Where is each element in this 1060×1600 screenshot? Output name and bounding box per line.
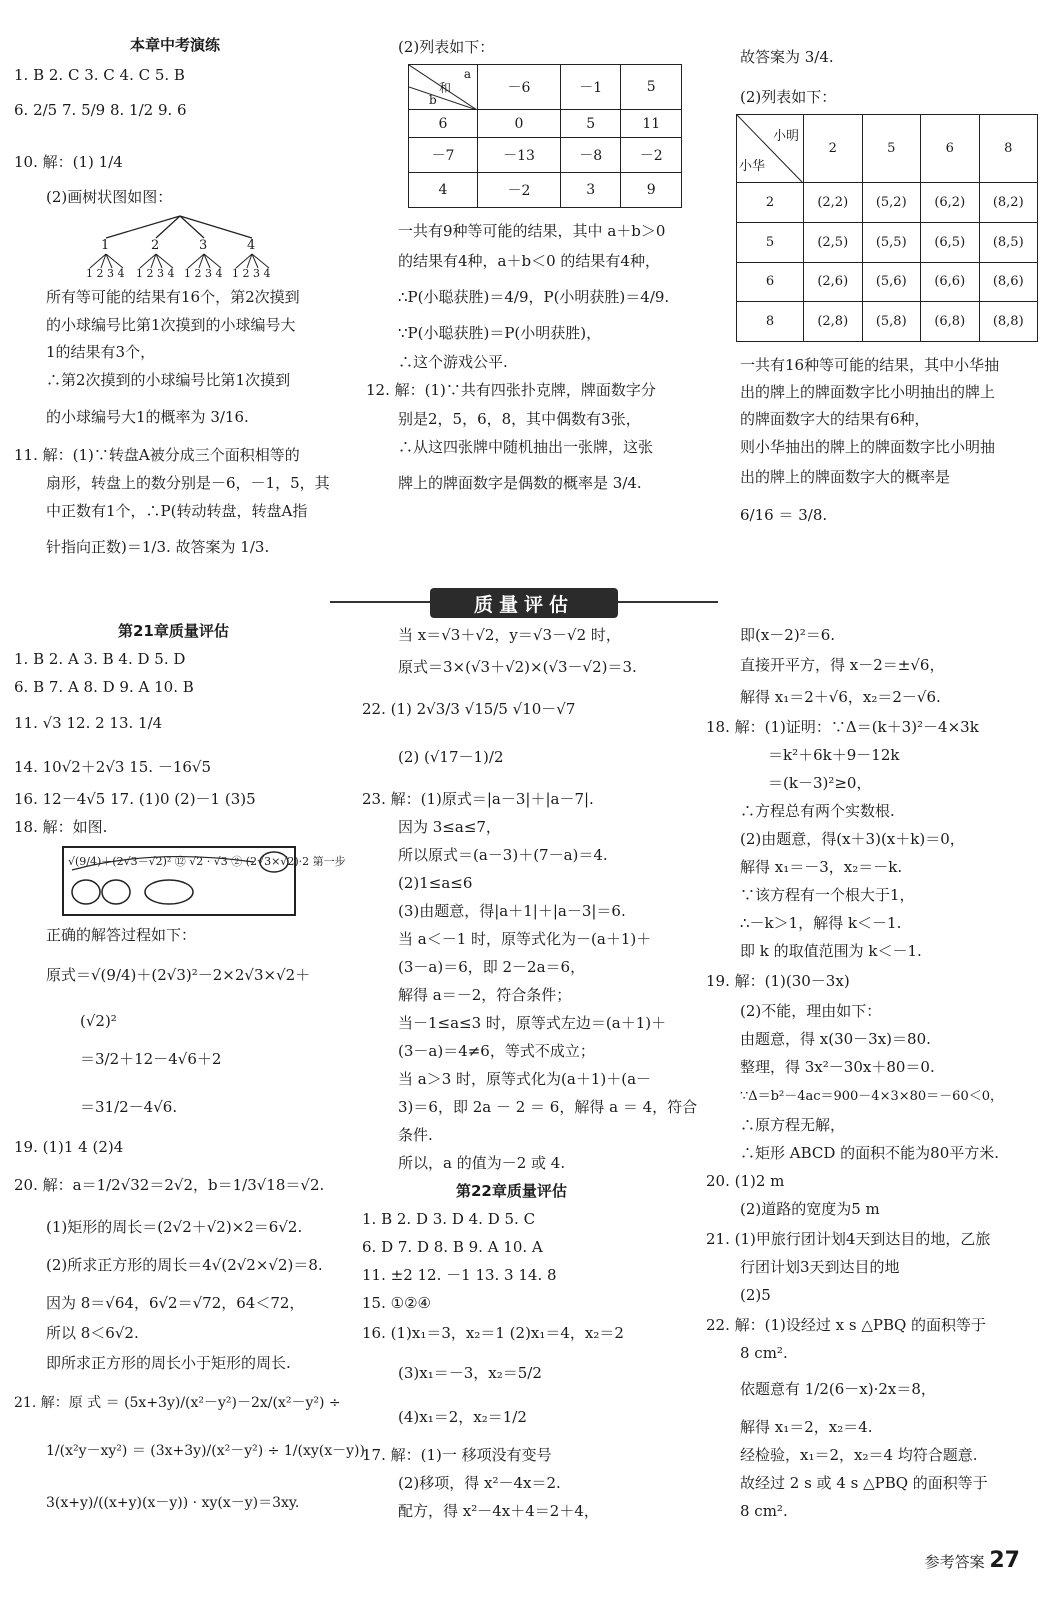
table-cell: 6 bbox=[737, 262, 804, 302]
answer-line: 一共有9种等可能的结果，其中 a＋b＞0 bbox=[398, 222, 666, 240]
table-cell: (8,8) bbox=[979, 302, 1038, 342]
tree-leaf: 1 2 3 4 bbox=[136, 267, 175, 280]
table-header-cell: 6 bbox=[921, 115, 980, 183]
tree-node: 3 bbox=[199, 238, 208, 253]
answer-line: ＝3/2＋12－4√6＋2 bbox=[80, 1050, 222, 1068]
answer-line: 当 x＝√3＋√2，y＝√3－√2 时， bbox=[398, 626, 621, 644]
answer-line: 3)＝6，即 2a － 2 ＝ 6，解得 a ＝ 4，符合 bbox=[398, 1098, 698, 1116]
answer-line: 1的结果有3个， bbox=[46, 343, 156, 361]
answer-line: ∴原方程无解， bbox=[740, 1116, 846, 1134]
tree-node: 4 bbox=[247, 238, 256, 253]
answer-line: 即所求正方形的周长小于矩形的周长. bbox=[46, 1354, 291, 1372]
section-title-practice: 本章中考演练 bbox=[130, 36, 221, 54]
answer-line: ∵该方程有一个根大于1， bbox=[740, 886, 915, 904]
answer-line: 因为 8＝√64，6√2＝√72，64＜72， bbox=[46, 1294, 305, 1312]
table-cell: －8 bbox=[561, 138, 621, 173]
table-cell: 8 bbox=[737, 302, 804, 342]
answer-line: 18. 解：(1)证明：∵Δ＝(k＋3)²－4×3k bbox=[706, 718, 979, 736]
answer-line: (1)矩形的周长＝(2√2＋√2)×2＝6√2. bbox=[46, 1218, 303, 1236]
answer-line: 16. (1)x₁＝3，x₂＝1 (2)x₁＝4，x₂＝2 bbox=[362, 1324, 624, 1342]
table-cell: 6 bbox=[409, 110, 478, 138]
error-figure-box: √(9/4)＋(2√3－√2)² ⑫ √2 · √3 ② (2√3×√2)·2 第一步 bbox=[62, 846, 296, 916]
answer-line: 3(x+y)/((x+y)(x－y)) · xy(x－y)＝3xy. bbox=[46, 1495, 300, 1511]
answer-line: 由题意，得 x(30－3x)＝80. bbox=[740, 1030, 931, 1048]
answer-line: (2)不能，理由如下： bbox=[740, 1002, 882, 1020]
answer-line: (4)x₁＝2，x₂＝1/2 bbox=[398, 1408, 527, 1426]
table-header-cell: 5 bbox=[621, 65, 682, 110]
answer-line: 一共有16种等可能的结果，其中小华抽 bbox=[740, 356, 1000, 374]
answer-line: 11. √3 12. 2 13. 1/4 bbox=[14, 714, 163, 732]
answer-line: ∴－k＞1，解得 k＜－1. bbox=[740, 914, 902, 932]
answer-line: 20. 解：a＝1/2√32＝2√2，b＝1/3√18＝√2. bbox=[14, 1176, 325, 1194]
answer-line: 当 a＜－1 时，原等式化为－(a＋1)＋ bbox=[398, 930, 652, 948]
table-corner-cell: a 和 b bbox=[409, 65, 478, 110]
answer-line: 11. ±2 12. －1 13. 3 14. 8 bbox=[362, 1266, 557, 1284]
table-cell: (2,6) bbox=[804, 262, 863, 302]
answer-line: 15. ①②④ bbox=[362, 1294, 431, 1312]
table-cell: 9 bbox=[621, 173, 682, 208]
answer-line: 所以 8＜6√2. bbox=[46, 1324, 139, 1342]
answer-line: 解得 x₁＝2＋√6，x₂＝2－√6. bbox=[740, 688, 941, 706]
tree-node: 1 bbox=[101, 238, 110, 253]
answer-line: (2)画树状图如图： bbox=[46, 188, 173, 206]
answer-line: ∴方程总有两个实数根. bbox=[740, 802, 895, 820]
answer-line: 21. (1)甲旅行团计划4天到达目的地，乙旅 bbox=[706, 1230, 991, 1248]
table-cell: －7 bbox=[409, 138, 478, 173]
answer-line: 故经过 2 s 或 4 s △PBQ 的面积等于 bbox=[740, 1474, 988, 1492]
answer-line: 所有等可能的结果有16个，第2次摸到 bbox=[46, 288, 300, 306]
answer-line: 6/16 ＝ 3/8. bbox=[740, 506, 828, 524]
table-cell: 5 bbox=[561, 110, 621, 138]
answer-line: 的小球编号大1的概率为 3/16. bbox=[46, 408, 249, 426]
page-footer bbox=[925, 1548, 1020, 1573]
answer-line: (2)1≤a≤6 bbox=[398, 874, 473, 892]
table-cell: 5 bbox=[737, 222, 804, 262]
table-cell: 4 bbox=[409, 173, 478, 208]
table-cell: (5,8) bbox=[862, 302, 921, 342]
answer-line: 原式＝√(9/4)＋(2√3)²－2×2√3×√2＋ bbox=[46, 966, 311, 984]
answer-line: 19. 解：(1)(30－3x) bbox=[706, 972, 850, 990]
answer-line: 故答案为 3/4. bbox=[740, 48, 834, 66]
answer-line: 正确的解答过程如下： bbox=[46, 926, 197, 944]
table-cell: 2 bbox=[737, 183, 804, 223]
answer-line: 17. 解：(1)一 移项没有变号 bbox=[362, 1446, 552, 1464]
answer-line: 配方，得 x²－4x＋4＝2＋4， bbox=[398, 1502, 599, 1520]
answer-line: (2)列表如下： bbox=[740, 88, 837, 106]
answer-line: ∴这个游戏公平. bbox=[398, 353, 508, 371]
tree-node: 2 bbox=[151, 238, 160, 253]
table-cell: (6,2) bbox=[921, 183, 980, 223]
answer-line: (2)所求正方形的周长＝4√(2√2×√2)＝8. bbox=[46, 1256, 323, 1274]
answer-line: (3－a)＝6，即 2－2a＝6， bbox=[398, 958, 586, 976]
table-cell: (6,8) bbox=[921, 302, 980, 342]
answer-line: 的牌面数字大的结果有6种， bbox=[740, 410, 930, 428]
table-header-cell: 2 bbox=[804, 115, 863, 183]
answer-line: 解得 x₁＝－3，x₂＝－k. bbox=[740, 858, 903, 876]
card-table bbox=[736, 114, 1038, 342]
answer-line: ∴P(小聪获胜)＝4/9，P(小明获胜)＝4/9. bbox=[398, 288, 670, 306]
answer-line: 22. (1) 2√3/3 √15/5 √10－√7 bbox=[362, 700, 576, 718]
table-cell: 3 bbox=[561, 173, 621, 208]
answer-line: 因为 3≤a≤7， bbox=[398, 818, 501, 836]
table-cell: (8,5) bbox=[979, 222, 1038, 262]
answer-line: (3)x₁＝－3，x₂＝5/2 bbox=[398, 1364, 542, 1382]
answer-line: 23. 解：(1)原式＝|a－3|＋|a－7|. bbox=[362, 790, 594, 808]
answer-line: 18. 解：如图. bbox=[14, 818, 108, 836]
answer-line: ＝(k－3)²≥0， bbox=[768, 774, 872, 792]
answer-line: ∵P(小聪获胜)＝P(小明获胜)， bbox=[398, 324, 602, 342]
answer-line: 当 a＞3 时，原等式化为(a＋1)＋(a－ bbox=[398, 1070, 652, 1088]
answer-line: 出的牌上的牌面数字比小明抽出的牌上 bbox=[740, 383, 996, 401]
answer-line: 即(x－2)²＝6. bbox=[740, 626, 836, 644]
table-header-cell: 5 bbox=[862, 115, 921, 183]
table-cell: (5,5) bbox=[862, 222, 921, 262]
answer-line: 19. (1)1 4 (2)4 bbox=[14, 1138, 124, 1156]
answer-line: 1/(x²y－xy²) ＝ (3x+3y)/(x²－y²) ÷ 1/(xy(x－y)) bbox=[46, 1443, 365, 1459]
answer-line: 当－1≤a≤3 时，原等式左边＝(a＋1)＋ bbox=[398, 1014, 667, 1032]
answer-line: (√2)² bbox=[80, 1012, 117, 1030]
answer-line: (2) (√17－1)/2 bbox=[398, 748, 504, 766]
answer-line: ＝k²＋6k＋9－12k bbox=[768, 746, 900, 764]
answer-line: 1. B 2. C 3. C 4. C 5. B bbox=[14, 66, 185, 84]
answer-line: (2)由题意，得(x＋3)(x＋k)＝0， bbox=[740, 830, 965, 848]
answer-line: 12. 解：(1)∵共有四张扑克牌，牌面数字分 bbox=[366, 381, 656, 399]
answer-line: 出的牌上的牌面数字大的概率是 bbox=[740, 468, 951, 486]
answer-line: ∵Δ＝b²－4ac＝900－4×3×80＝－60＜0， bbox=[740, 1089, 1003, 1104]
tree-leaf: 1 2 3 4 bbox=[86, 267, 125, 280]
answer-line: 依题意有 1/2(6－x)·2x＝8， bbox=[740, 1380, 936, 1398]
answer-line: 1. B 2. A 3. B 4. D 5. D bbox=[14, 650, 186, 668]
answer-line: 扇形，转盘上的数分别是－6，－1，5，其 bbox=[46, 474, 330, 492]
answer-line: 经检验，x₁＝2，x₂＝4 均符合题意. bbox=[740, 1446, 978, 1464]
answer-line: 10. 解：(1) 1/4 bbox=[14, 153, 123, 171]
answer-line: 21. 解：原 式 ＝ (5x+3y)/(x²－y²)－2x/(x²－y²) ÷ bbox=[14, 1395, 341, 1411]
table-cell: (2,2) bbox=[804, 183, 863, 223]
answer-line: 的小球编号比第1次摸到的小球编号大 bbox=[46, 316, 296, 334]
sum-table bbox=[408, 64, 682, 208]
answer-line: 20. (1)2 m bbox=[706, 1172, 785, 1190]
answer-line: ∴第2次摸到的小球编号比第1次摸到 bbox=[46, 371, 291, 389]
answer-line: 解得 x₁＝2，x₂＝4. bbox=[740, 1418, 873, 1436]
table-cell: (6,6) bbox=[921, 262, 980, 302]
answer-line: 22. 解：(1)设经过 x s △PBQ 的面积等于 bbox=[706, 1316, 987, 1334]
answer-line: (2)列表如下： bbox=[398, 38, 495, 56]
answer-line: (2)移项，得 x²－4x＝2. bbox=[398, 1474, 561, 1492]
answer-line: 则小华抽出的牌上的牌面数字比小明抽 bbox=[740, 438, 996, 456]
answer-line: 原式＝3×(√3＋√2)×(√3－√2)＝3. bbox=[398, 658, 637, 676]
table-cell: －2 bbox=[621, 138, 682, 173]
answer-line: 的结果有4种，a＋b＜0 的结果有4种， bbox=[398, 252, 660, 270]
answer-line: 牌上的牌面数字是偶数的概率是 3/4. bbox=[398, 474, 642, 492]
answer-line: ∴矩形 ABCD 的面积不能为80平方米. bbox=[740, 1144, 1000, 1162]
answer-line: 8 cm². bbox=[740, 1502, 788, 1520]
banner-rule-left bbox=[330, 601, 430, 603]
answer-line: (2)道路的宽度为5 m bbox=[740, 1200, 880, 1218]
table-header-cell: －6 bbox=[478, 65, 561, 110]
answer-line: 整理，得 3x²－30x＋80＝0. bbox=[740, 1058, 935, 1076]
answer-line: 1. B 2. D 3. D 4. D 5. C bbox=[362, 1210, 536, 1228]
table-cell: －2 bbox=[478, 173, 561, 208]
answer-line: ＝31/2－4√6. bbox=[80, 1098, 178, 1116]
answer-line: 14. 10√2＋2√3 15. －16√5 bbox=[14, 758, 212, 776]
answer-line: 所以原式＝(a－3)＋(7－a)＝4. bbox=[398, 846, 608, 864]
answer-line: 中正数有1个，∴P(转动转盘，转盘A指 bbox=[46, 502, 308, 520]
table-cell: (2,8) bbox=[804, 302, 863, 342]
table-cell: (8,6) bbox=[979, 262, 1038, 302]
answer-line: (3)由题意，得|a＋1|＋|a－3|＝6. bbox=[398, 902, 626, 920]
table-cell: (6,5) bbox=[921, 222, 980, 262]
table-cell: －13 bbox=[478, 138, 561, 173]
table-header-cell: 8 bbox=[979, 115, 1038, 183]
section-title-ch21: 第21章质量评估 bbox=[118, 622, 229, 640]
answer-line: (3－a)＝4≠6，等式不成立； bbox=[398, 1042, 595, 1060]
section-title-ch22: 第22章质量评估 bbox=[456, 1182, 567, 1200]
answer-line: 别是2，5，6，8，其中偶数有3张， bbox=[398, 410, 641, 428]
answer-line: 6. B 7. A 8. D 9. A 10. B bbox=[14, 678, 194, 696]
table-cell: 0 bbox=[478, 110, 561, 138]
answer-line: 8 cm². bbox=[740, 1344, 788, 1362]
answer-line: 所以，a 的值为－2 或 4. bbox=[398, 1154, 566, 1172]
footer-label: 参考答案 bbox=[924, 1553, 985, 1571]
table-cell: (5,2) bbox=[862, 183, 921, 223]
page-number: 27 bbox=[989, 1548, 1020, 1573]
section-banner: 质量评估 bbox=[430, 588, 618, 618]
tree-leaf: 1 2 3 4 bbox=[232, 267, 271, 280]
answer-line: 针指向正数)＝1/3. 故答案为 1/3. bbox=[46, 538, 270, 556]
answer-line: 解得 a＝－2，符合条件； bbox=[398, 986, 572, 1004]
banner-rule-right bbox=[618, 601, 718, 603]
answer-line: 条件. bbox=[398, 1126, 433, 1144]
answer-line: 6. D 7. D 8. B 9. A 10. A bbox=[362, 1238, 543, 1256]
answer-line: 即 k 的取值范围为 k＜－1. bbox=[740, 942, 922, 960]
table-cell: (8,2) bbox=[979, 183, 1038, 223]
table-header-cell: －1 bbox=[561, 65, 621, 110]
table-cell: 11 bbox=[621, 110, 682, 138]
answer-line: 直接开平方，得 x－2＝±√6， bbox=[740, 656, 945, 674]
table-cell: (5,6) bbox=[862, 262, 921, 302]
answer-line: ∴从这四张牌中随机抽出一张牌，这张 bbox=[398, 438, 654, 456]
table-corner-cell: 小明 小华 bbox=[737, 115, 804, 183]
answer-line: 11. 解：(1)∵转盘A被分成三个面积相等的 bbox=[14, 446, 300, 464]
table-cell: (2,5) bbox=[804, 222, 863, 262]
answer-line: 16. 12－4√5 17. (1)0 (2)－1 (3)5 bbox=[14, 790, 256, 808]
answer-line: (2)5 bbox=[740, 1286, 771, 1304]
answer-line: 行团计划3天到达目的地 bbox=[740, 1258, 900, 1276]
tree-leaf: 1 2 3 4 bbox=[184, 267, 223, 280]
answer-line: 6. 2/5 7. 5/9 8. 1/2 9. 6 bbox=[14, 101, 187, 119]
